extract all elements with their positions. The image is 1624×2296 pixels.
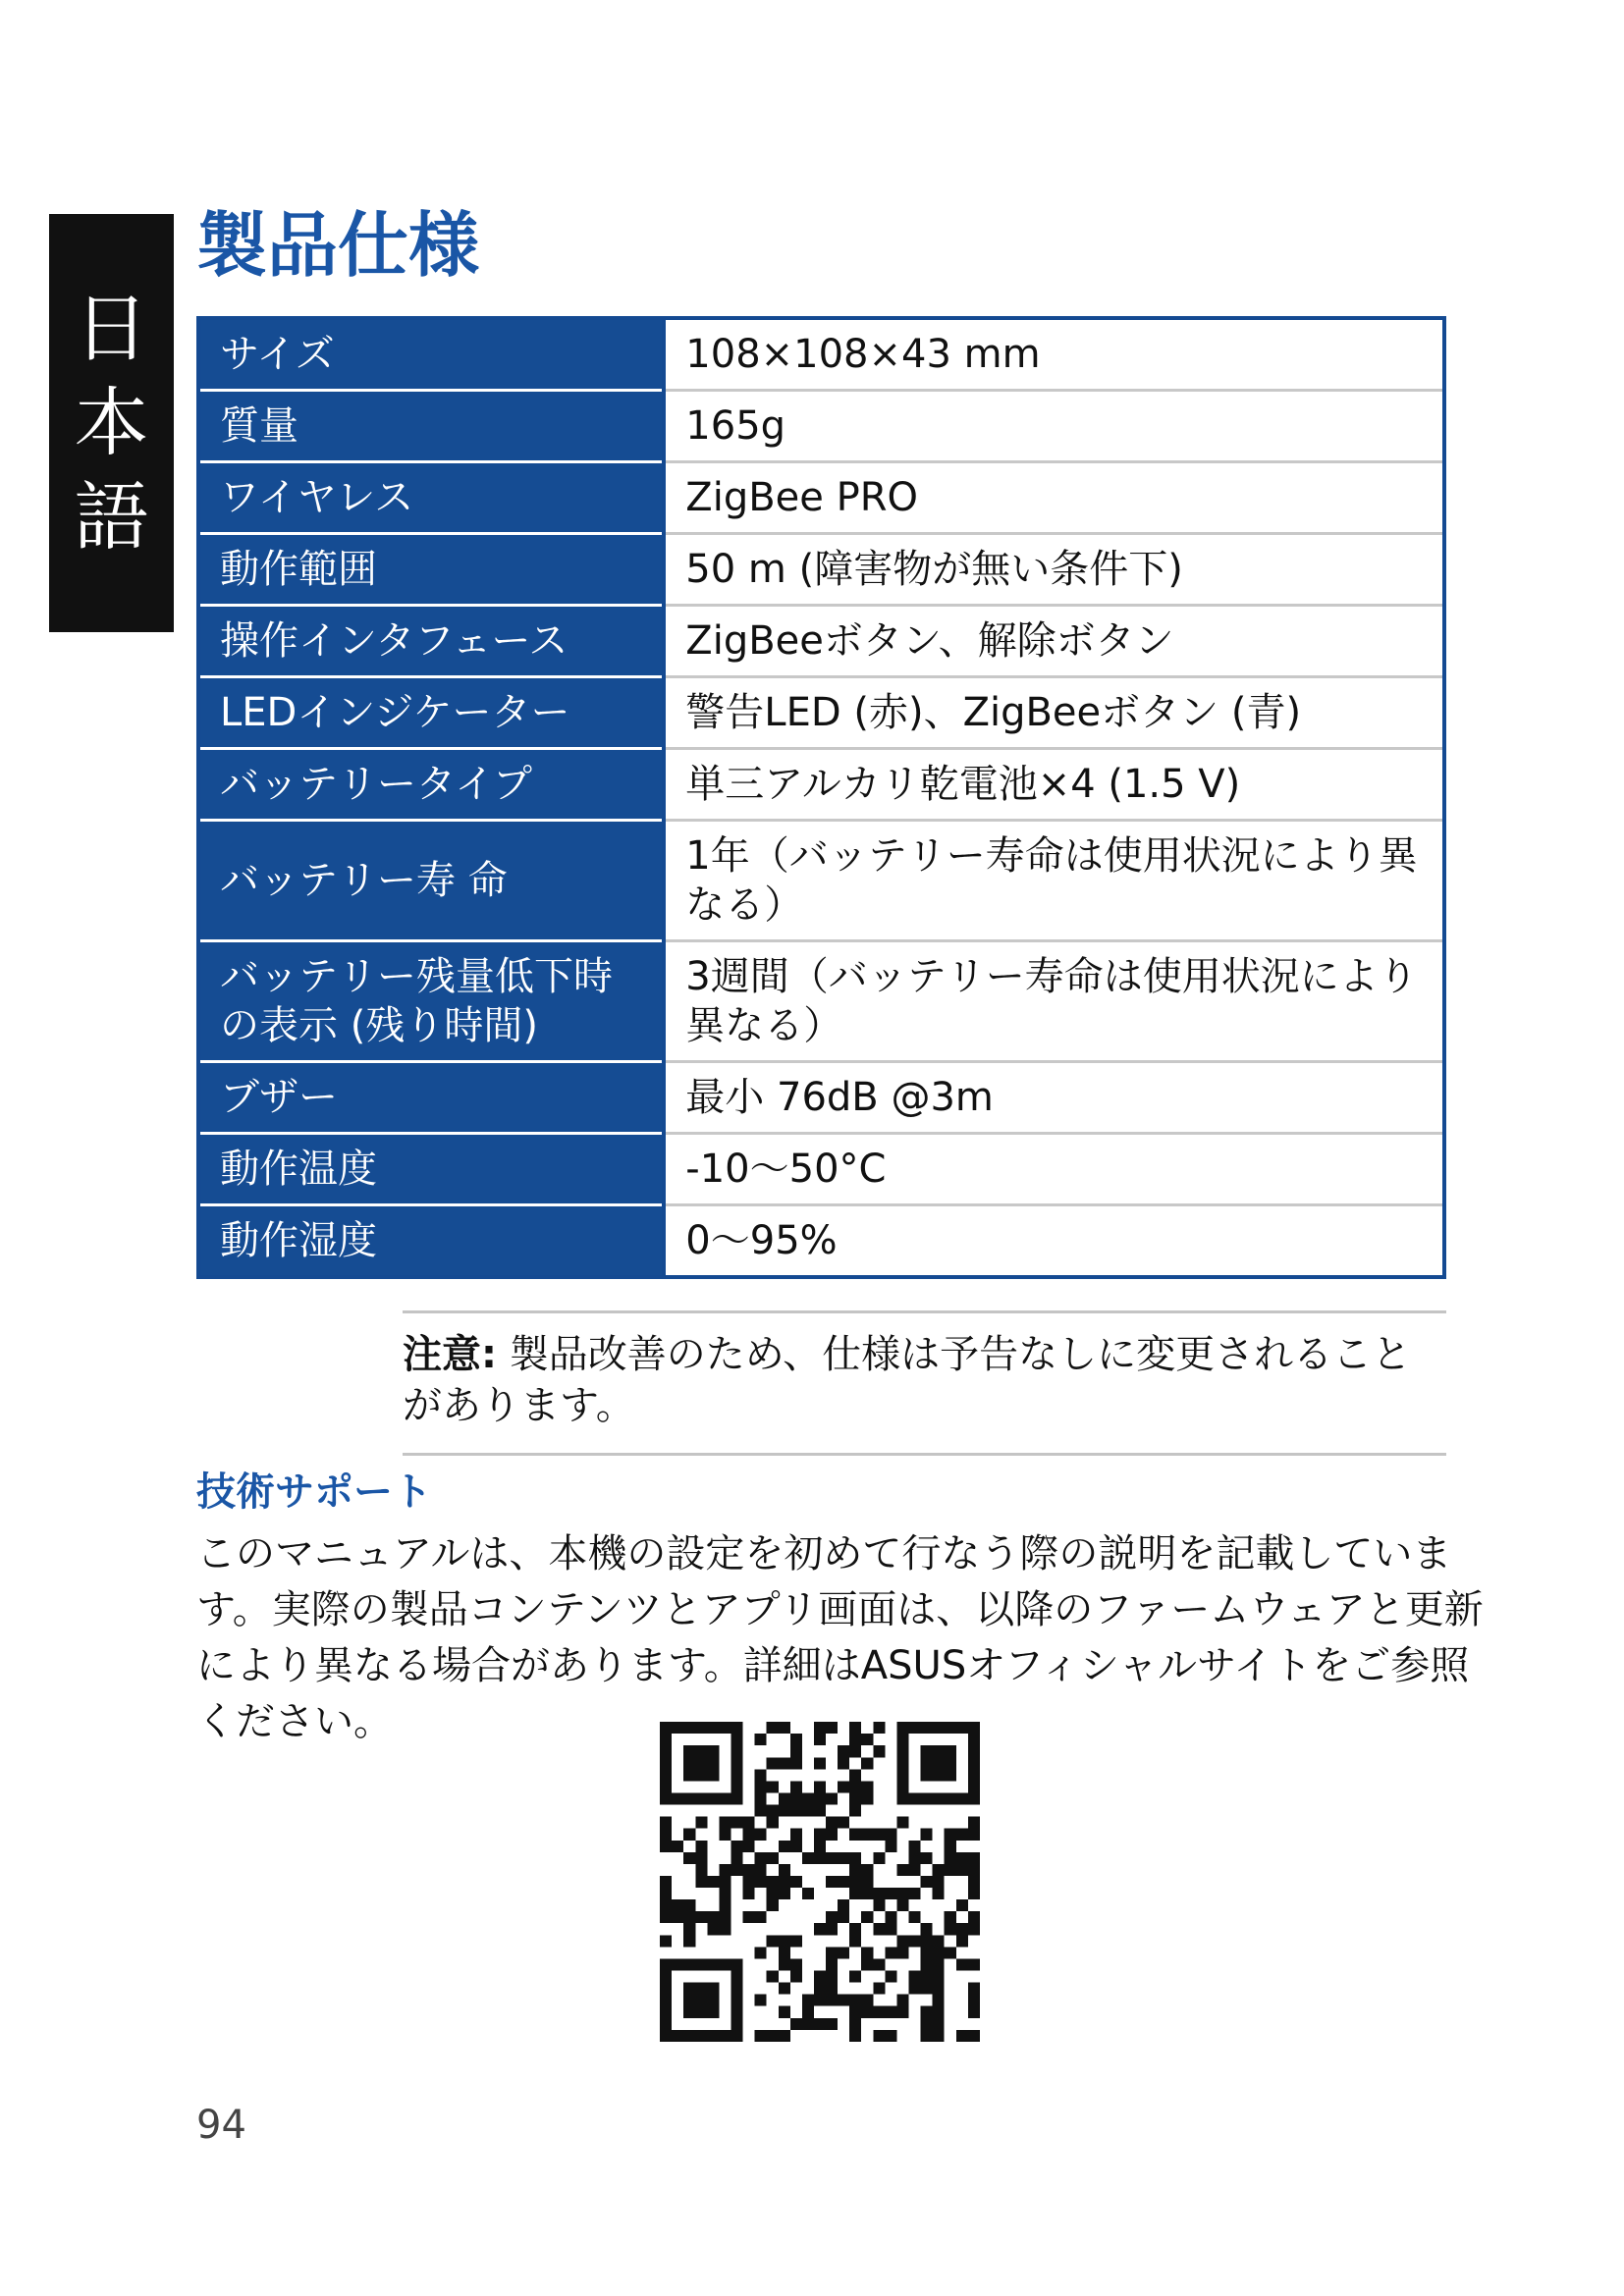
table-row <box>198 462 1444 534</box>
spec-value: 最小 76dB @3m <box>664 1062 1444 1134</box>
qr-code-image <box>648 1710 992 2054</box>
spec-label: 操作インタフェース <box>198 606 664 677</box>
note-text: 製品改善のため、仕様は予告なしに変更されることがあります。 <box>403 1332 1412 1428</box>
spec-label: ブザー <box>198 1062 664 1134</box>
spec-value: 165g <box>664 391 1444 462</box>
spec-label: 動作湿度 <box>198 1205 664 1278</box>
table-row <box>198 318 1444 391</box>
spec-value: 1年（バッテリー寿命は使用状況により異なる） <box>664 821 1444 941</box>
table-row <box>198 1205 1444 1278</box>
table-row <box>198 821 1444 941</box>
support-text: このマニュアルは、本機の設定を初めて行なう際の説明を記載しています。実際の製品コンテンツとアプリ画面は、以降のファームウェアと更新により異なる場合があります。詳細はASUSオフィシャルサイトをご参照ください。 <box>196 1531 1484 1744</box>
page-number: 94 <box>196 2103 246 2148</box>
side-tab-char-2: 本 <box>74 379 149 466</box>
table-row <box>198 749 1444 821</box>
spec-label: 質量 <box>198 391 664 462</box>
table-row <box>198 606 1444 677</box>
spec-value: ZigBee PRO <box>664 462 1444 534</box>
spec-label: 動作範囲 <box>198 534 664 606</box>
spec-value: ZigBeeボタン、解除ボタン <box>664 606 1444 677</box>
spec-value: 0～95% <box>664 1205 1444 1278</box>
spec-value: 警告LED (赤)、ZigBeeボタン (青) <box>664 677 1444 749</box>
table-row <box>198 1062 1444 1134</box>
spec-label: ワイヤレス <box>198 462 664 534</box>
support-heading: 技術サポート <box>196 1469 432 1515</box>
spec-label: バッテリー残量低下時の表示 (残り時間) <box>198 941 664 1062</box>
table-row <box>198 391 1444 462</box>
note-box <box>403 1310 1446 1456</box>
spec-value: 単三アルカリ乾電池×4 (1.5 V) <box>664 749 1444 821</box>
page-title: 製品仕様 <box>196 204 480 287</box>
note-label: 注意: <box>403 1332 497 1377</box>
table-row <box>198 1134 1444 1205</box>
side-tab-char-3: 語 <box>74 473 149 561</box>
table-row <box>198 677 1444 749</box>
spec-value: 50 m (障害物が無い条件下) <box>664 534 1444 606</box>
spec-value: 108×108×43 mm <box>664 318 1444 391</box>
spec-value: -10～50°C <box>664 1134 1444 1205</box>
spec-label: サイズ <box>198 318 664 391</box>
spec-label: LEDインジケーター <box>198 677 664 749</box>
table-row <box>198 941 1444 1062</box>
language-side-tab <box>49 214 174 632</box>
specs-table <box>196 316 1446 1279</box>
spec-label: 動作温度 <box>198 1134 664 1205</box>
table-row <box>198 534 1444 606</box>
spec-value: 3週間（バッテリー寿命は使用状況により異なる） <box>664 941 1444 1062</box>
spec-label: バッテリータイプ <box>198 749 664 821</box>
spec-label: バッテリー寿 命 <box>198 821 664 941</box>
side-tab-char-1: 日 <box>74 285 149 372</box>
